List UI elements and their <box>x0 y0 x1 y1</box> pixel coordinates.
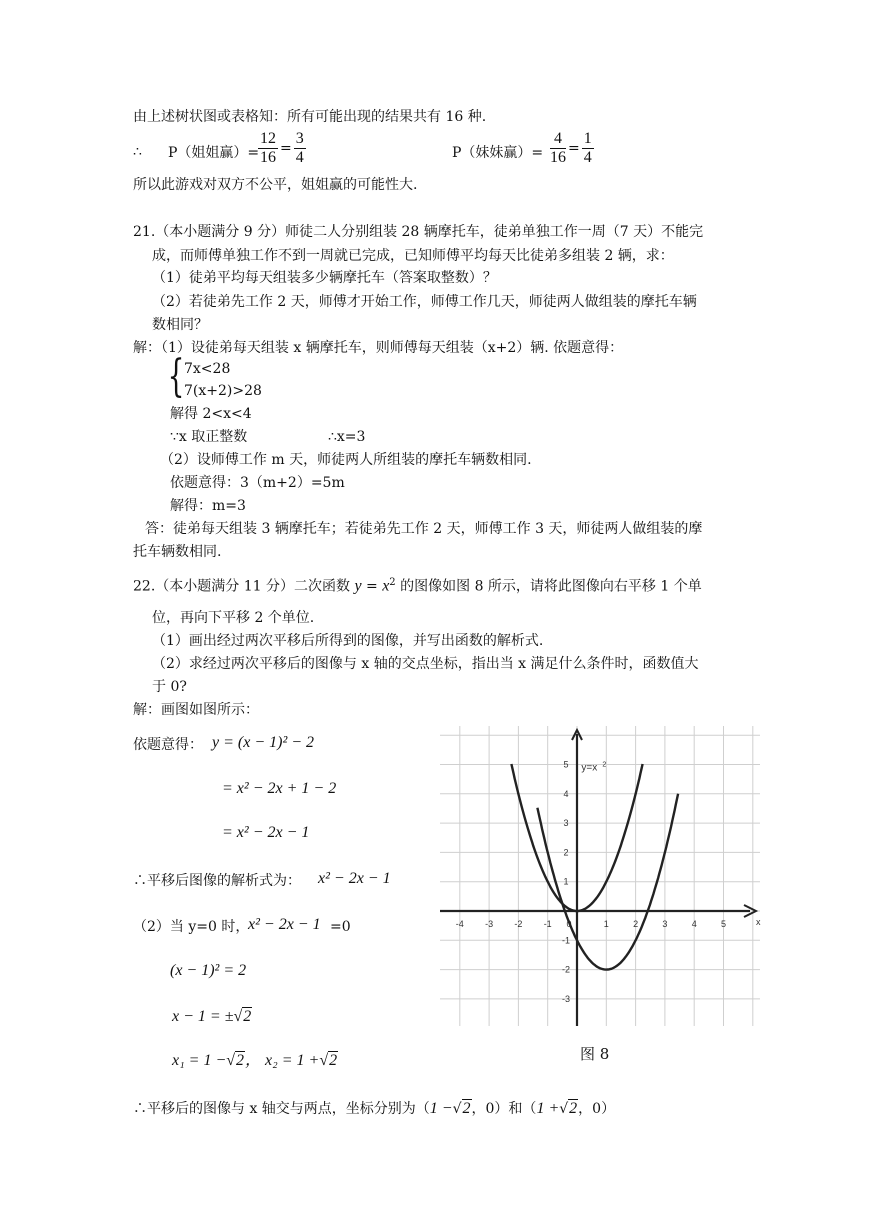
q22-line: （1）画出经过两次平移后所得到的图像，并写出函数的解析式. <box>152 633 544 649</box>
q21-line: （2）若徒弟先工作 2 天，师傅才开始工作，师傅工作几天，师徒两人做组装的摩托车辆 <box>152 294 697 310</box>
q21-line: 21.（本小题满分 9 分）师徒二人分别组装 28 辆摩托车，徒弟单独工作一周（7 天）不能完 <box>133 224 704 240</box>
y-tick-label: -1 <box>561 935 571 946</box>
equation: = x² − 2x − 1 <box>222 824 310 841</box>
system-brace: { <box>167 351 185 402</box>
therefore-symbol: ∴ <box>133 144 142 160</box>
axes <box>440 730 756 1026</box>
grid <box>440 726 760 1026</box>
prob-sister-label: P（姐姐赢）= <box>168 145 260 161</box>
q22-line: 位，再向下平移 2 个单位. <box>152 610 315 626</box>
x-tick-label: 4 <box>691 919 697 929</box>
curves <box>511 764 678 970</box>
curve-labels <box>581 761 606 773</box>
q21-step: ∴x=3 <box>328 429 366 445</box>
q22-line: 于 0? <box>152 679 187 695</box>
text-line: 所以此游戏对双方不公平，姐姐赢的可能性大. <box>133 177 418 193</box>
y-tick-label: 2 <box>563 847 569 858</box>
figure-caption: 图 8 <box>580 1045 610 1063</box>
q21-solution: 解：（1）设徒弟每天组装 x 辆摩托车，则师傅每天组装（x+2）辆. 依题意得： <box>133 340 624 356</box>
y-tick-label: 3 <box>563 818 569 829</box>
x-axis-label: x <box>756 917 761 927</box>
series-label-sup: 2 <box>602 761 607 769</box>
x-tick-label: -1 <box>543 919 552 929</box>
y-tick-label: -3 <box>561 993 571 1004</box>
q22-line: 22.（本小题满分 11 分）二次函数 $y = x^2$ 的图像如图 8 所示，请将此图像向右平移 1 个单 <box>133 577 702 595</box>
x-tick-label: 2 <box>633 919 639 929</box>
q21-line: 数相同？ <box>152 317 208 333</box>
q22-solution: 解：画图如图所示： <box>133 702 259 718</box>
q22-final: ∴平移后的图像与 x 轴交与两点，坐标分别为（1 −√2，0）和（1 +√2，0） <box>133 1100 616 1117</box>
q22-line: （2）求经过两次平移后的图像与 x 轴的交点坐标，指出当 x 满足什么条件时，函数值大 <box>152 656 699 672</box>
q21-step: 依题意得：3（m+2）=5m <box>170 475 345 491</box>
q21-step: （2）设师傅工作 m 天，师徒两人所组装的摩托车辆数相同. <box>160 452 532 468</box>
q22-step-label: （2）当 y=0 时， <box>133 919 250 935</box>
prob-brother-value: $\frac{4}{16}$ = $\frac{1}{4}$ <box>550 130 592 166</box>
q22-step-label: ∴平移后图像的解析式为： <box>133 873 301 889</box>
inequality-2: 7(x+2)>28 <box>184 383 262 399</box>
equation: x² − 2x − 1 <box>248 916 321 933</box>
q21-step: ∵x 取正整数 <box>170 429 248 445</box>
y-tick-label: -2 <box>561 964 571 975</box>
x-tick-label: 0 <box>566 919 572 929</box>
q21-line: 成，而师傅单独工作不到一周就已完成，已知师傅平均每天比徒弟多组装 2 辆，求： <box>152 248 674 264</box>
q21-answer: 托车辆数相同. <box>133 544 222 560</box>
equation: = x² − 2x + 1 − 2 <box>222 780 337 797</box>
equation-rhs: =0 <box>330 919 351 935</box>
equation: x − 1 = ±√2 <box>172 1008 252 1025</box>
q21-step: 解得 2<x<4 <box>170 406 252 422</box>
equation: x² − 2x − 1 <box>318 870 391 887</box>
equation: y = (x − 1)² − 2 <box>212 734 315 751</box>
inequality-1: 7x<28 <box>184 361 231 377</box>
x-tick-label: -4 <box>455 919 464 929</box>
equation: (x − 1)² = 2 <box>170 962 247 979</box>
parabola-graph <box>440 726 760 1026</box>
q21-answer: 答：徒弟每天组装 3 辆摩托车；若徒弟先工作 2 天，师傅工作 3 天，师徒两人做组装的摩 <box>145 521 703 537</box>
prob-brother-label: P（妹妹赢）= <box>452 145 544 161</box>
series-label: y=x <box>581 762 598 774</box>
q22-step-label: 依题意得： <box>133 737 203 753</box>
x-tick-label: -2 <box>514 919 523 929</box>
y-tick-label: 5 <box>563 759 569 770</box>
y-tick-label: 4 <box>563 788 569 799</box>
x-tick-label: 3 <box>662 919 668 929</box>
text-line: 由上述树状图或表格知：所有可能出现的结果共有 16 种. <box>133 109 487 125</box>
equation: x₁ = 1 −√2， x₂ = 1 +√2 <box>172 1052 338 1069</box>
x-tick-label: 5 <box>720 919 727 929</box>
x-tick-label: 1 <box>603 919 609 929</box>
y-tick-label: 1 <box>563 876 569 887</box>
q21-line: （1）徒弟平均每天组装多少辆摩托车（答案取整数）？ <box>152 270 497 286</box>
prob-sister-value: $\frac{12}{16}$ = $\frac{3}{4}$ <box>260 130 304 166</box>
q21-step: 解得：m=3 <box>170 498 246 514</box>
x-tick-label: -3 <box>485 919 494 929</box>
